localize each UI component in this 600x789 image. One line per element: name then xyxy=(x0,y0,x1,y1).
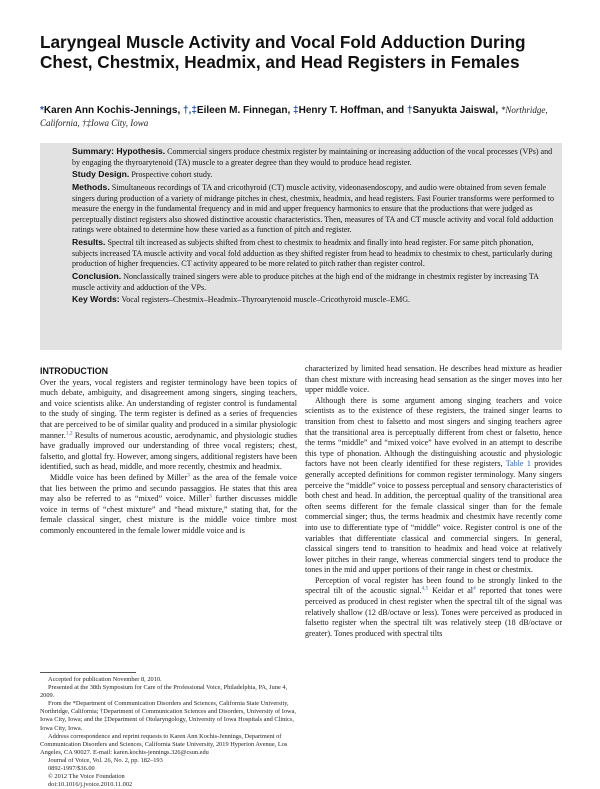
abstract-study-design xyxy=(72,169,554,181)
citation-ref[interactable]: 4 xyxy=(473,585,476,592)
body-text: provides generally accepted definitions for common register terminology. Many singers perceive the “middle” voice to possess perceptual and sensory characteristics of both chest and head. In addition, the perceptual quality of the transitional area often seems different for the female classical singer than for the female commercial singer; thus, the terms headmix and chestmix have recently come into use to differentiate type of “middle” voice. Register control is one of the variables that differentiate classical and commercial singers. In general, classical singers tend to transition to headmix and head voice at relatively lower pitches in their range, whereas commercial singers tend to produce the tones in the mid and upper portions of their range in chest or chestmix. xyxy=(305,459,562,575)
abstract-results xyxy=(72,237,554,270)
footnote-issn: 0892-1997/$36.00 xyxy=(48,765,95,773)
section-title: INTRODUCTION xyxy=(40,366,109,376)
footnote-presented: Presented at the 38th Symposium for Care of the Professional Voice, Philadelphia, PA, June 4, 2009. xyxy=(40,684,288,700)
body-text: Results of numerous acoustic, aerodynamic, and physiologic studies have gradually improved our understanding of three vocal registers; chest, falsetto, and glottal fry. However, among singers, additional registers have been identified, such as head, middle, and more recently, chestmix and headmix. xyxy=(40,430,297,472)
author-name[interactable]: Henry T. Hoffman, and xyxy=(298,105,407,116)
author-mark: ‡ xyxy=(293,105,299,116)
footnote-doi[interactable]: doi:10.1016/j.jvoice.2010.11.002 xyxy=(48,781,133,789)
abstract-text: Simultaneous recordings of TA and cricothyroid (CT) muscle activity, videonasendoscopy, and audio were obtained from seven female singers during production of a variety of midrange pitches in chest, chestmix, headmix, and head registers. Fast Fourier transforms were performed to measure the energy in the fundamental frequency and in mid and upper frequency harmonics to ensure that the productions that were judged as perceptually distinct registers also showed distinctive acoustic characteristics. Then, measures of TA and CT muscle activity and vocal fold adduction ratings were obtained to determine how these varied as a function of pitch and register. xyxy=(72,182,555,235)
citation-ref[interactable]: 3 xyxy=(209,493,212,500)
body-text: Although there is some argument among singing teachers and voice scientists as to the existence of these registers, the trained singer learns to transition from chest to falsetto and most singers and singing teachers agree that the transitional area is perceptually different from chest or falsetto, hence the terms “middle” and “mixed voice” have evolved in an attempt to describe this type of phonation. Although the distinguishing acoustic and physiologic factors have not been clearly identified for these registers, xyxy=(305,395,562,469)
author-block xyxy=(40,104,560,130)
abstract-text: Vocal registers–Chestmix–Headmix–Thyroarytenoid muscle–Cricothyroid muscle–EMG. xyxy=(121,295,411,305)
author-mark: †,‡ xyxy=(183,105,197,116)
footnote-journal: Journal of Voice, Vol. 26, No. 2, pp. 182–193 xyxy=(48,756,163,764)
body-column-right xyxy=(305,364,562,639)
body-paragraph xyxy=(305,396,562,576)
footnotes xyxy=(40,672,298,789)
body-paragraph xyxy=(40,473,297,537)
author-name[interactable]: Sanyukta Jaiswal, xyxy=(412,105,501,116)
body-text: Perception of vocal register has been found to be strongly linked to the spectral tilt of the acoustic signal. xyxy=(305,575,562,596)
citation-ref[interactable]: 4,5 xyxy=(421,585,429,592)
body-paragraph: characterized by limited head sensation. He describes head mixture as headier than chest mixture with increasing head sensation as the singer moves into her upper middle voice. xyxy=(305,364,562,395)
abstract-summary xyxy=(72,146,554,168)
footnote-divider xyxy=(40,672,136,673)
body-column-left xyxy=(40,366,297,537)
body-paragraph xyxy=(40,378,297,473)
abstract-heading: Study Design. xyxy=(72,169,130,180)
abstract-text: Prospective cohort study. xyxy=(131,170,213,180)
abstract-text: Nonclassically trained singers were able to produce pitches at the high end of the midrange in chestmix register by increasing TA muscle activity and adduction of the VPs. xyxy=(72,271,539,292)
author-names xyxy=(40,105,501,116)
abstract-keywords xyxy=(72,294,554,306)
body-text: Over the years, vocal registers and register terminology have been topics of much debate, ambiguity, and disagreement among singers, singing teachers, and voice scientists alike. An understanding of register control is fundamental to the study of singing. The term register is defined as a series of frequencies that are perceived to be of similar quality and produced in a similar physiologic manner. xyxy=(40,377,297,440)
body-text: Keidar et al xyxy=(428,586,473,596)
abstract-heading: Methods. xyxy=(72,181,110,192)
body-text: reported that tones were perceived as produced in chest register when the spectral tilt of the signal was relatively shallow (12 dB/octave or less). Tones were perceived as produced in falsetto register when the spectral tilt was relatively steep (18 dB/octave or greater). Tones produced with spectral tilts xyxy=(305,586,562,638)
body-text: as the area of the female voice that lies between the primo and secundo passaggios. He states that this area may also be referred to as “mixed” voice. Miller xyxy=(40,472,298,504)
abstract-conclusion xyxy=(72,271,554,293)
abstract-heading: Results. xyxy=(72,237,106,248)
body-text: further discusses middle voice in terms of “chest mixture” and “head mixture,” stating that, for the female classical singer, chest mixture is the middle voice timbre most commonly encountered in the female lower middle voice and is xyxy=(40,494,297,535)
citation-ref[interactable]: 3 xyxy=(187,472,190,479)
citation-ref[interactable]: 1,2 xyxy=(65,429,73,436)
abstract-heading: Conclusion. xyxy=(72,270,122,281)
footnote-affiliations: From the *Department of Communication Disorders and Sciences, California State University, Northridge, California; †Department of Communication Sciences and Disorders, University of Iowa, Iowa City, Iowa; and the ‡Department of Otolaryngology, University of Iowa Hospitals and Clinics, Iowa City, Iowa. xyxy=(40,700,296,732)
abstract-text: Spectral tilt increased as subjects shifted from chest to chestmix to headmix and finally into head register. For same pitch phonation, subjects increased TA muscle activity and vocal fold adduction as they shifted register from head to headmix to chestmix to chest, particularly during production of higher frequencies. CT activity appeared to be more related to pitch rather than register control. xyxy=(72,238,553,269)
footnote-correspondence: Address correspondence and reprint requests to Karen Ann Kochis-Jennings, Department of Communication Disorders and Sciences, California State University, 2019 Hyperion Avenue, Los Angeles, CA 90027. E-mail: karen.kochis-jennings.326@csun.edu xyxy=(40,732,288,756)
abstract-methods xyxy=(72,182,554,236)
table-link[interactable]: Table 1 xyxy=(505,459,531,469)
footnote-accepted: Accepted for publication November 8, 2010. xyxy=(48,676,162,683)
article-title: Laryngeal Muscle Activity and Vocal Fold Adduction During Chest, Chestmix, Headmix, and Head Registers in Females xyxy=(40,32,526,72)
footnote-copyright: © 2012 The Voice Foundation xyxy=(48,773,125,781)
body-text: Middle voice has been defined by Miller xyxy=(50,472,188,482)
author-mark: † xyxy=(406,105,413,116)
abstract-heading: Summary: Hypothesis. xyxy=(72,146,166,156)
body-paragraph xyxy=(305,576,562,640)
abstract-box xyxy=(40,143,562,350)
abstract-text: Commercial singers produce chestmix register by maintaining or increasing adduction of the vocal processes (VPs) and by engaging the thyroarytenoid (TA) muscle to a greater degree than they would to produce head register. xyxy=(72,147,553,167)
abstract-heading: Key Words: xyxy=(72,294,120,305)
author-name[interactable]: Karen Ann Kochis-Jennings, xyxy=(43,105,183,116)
author-affiliations: *Northridge, California, †‡Iowa City, Iowa xyxy=(40,105,548,128)
author-mark: * xyxy=(40,105,44,116)
author-name[interactable]: Eileen M. Finnegan, xyxy=(196,105,294,116)
